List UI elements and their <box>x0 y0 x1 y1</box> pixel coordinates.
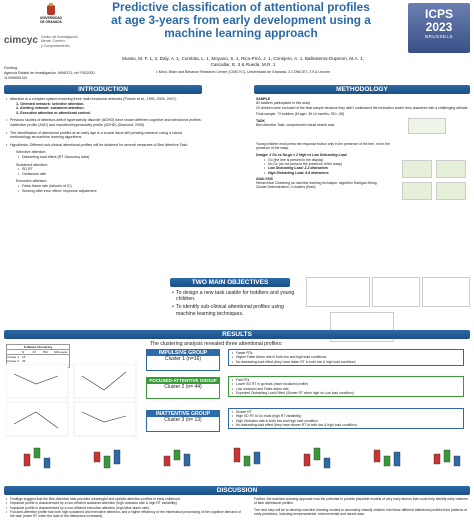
impulsive-profile-box <box>146 349 220 371</box>
university-crest-icon <box>44 3 58 17</box>
conference-name: ICPS <box>424 7 453 21</box>
table-cell: Cluster 2 <box>7 359 20 363</box>
method-sample-heading: SAMPLE <box>256 97 271 101</box>
method-sample-1: 83 toddlers participated in this study <box>256 101 311 106</box>
intro-hypothesis: • Hypothesis: Different sub-clinical attentional profiles will be obtained for several measures of Bee Attentive Task: <box>6 143 202 148</box>
discussion-point: • Findings suggest that the Bee-Attentive task provides meaningful and specific attention profiles in early childhood. <box>6 497 246 501</box>
discussion-right <box>254 497 468 516</box>
cluster-table-title: K-Means Clustering <box>7 345 69 350</box>
distracting-load-figure-1 <box>306 277 370 307</box>
cimcyc-subtitle: Centro de Investigación Mente, Cerebro y Comportamiento <box>41 35 78 48</box>
distracting-load-figure-3 <box>422 277 470 307</box>
impulsive-profile-list <box>228 349 464 366</box>
focused-profile-title: FOCUSED-ATTENTIVE GROUP <box>147 378 219 384</box>
cimcyc-logo <box>4 33 104 59</box>
cluster-table-header: N <box>21 350 25 354</box>
intro-sustained-1: • SD RT <box>18 167 202 172</box>
funding-note: Funding: Agencia Estatal de Investigación, MINECO, ref: PID2020-113996GB-I00 <box>4 66 96 80</box>
task-display-image-1 <box>402 160 432 178</box>
discussion-point: Further, the machine-learning approach has the potential to provide plausible models of very early factors that could help identify early markers of later attentional profiles. <box>254 497 468 506</box>
focused-profile-sub: Cluster 2 (n= 44) <box>164 384 202 391</box>
method-analysis-1: Hierarchical Clustering as machine learning technique: algorithm Hartigan-Wong. <box>256 181 378 186</box>
inattentive-item: • High Omission rate in both low and high load condition <box>232 419 460 423</box>
focused-item: • Lower SD RT in go trials (more focalized profile) <box>232 382 460 386</box>
conference-year: 2023 <box>425 20 453 34</box>
objectives-heading: TWO MAIN OBJECTIVES <box>170 278 290 287</box>
method-task-1: Bee-Attentive Task: computerized visual search task. <box>256 123 336 128</box>
discussion-heading: DISCUSSION <box>4 486 470 495</box>
method-task-2: Young children must press the response button only in the presence of the bee, not in the presence of the wasp. <box>256 141 390 151</box>
impulsive-profile-sub: Cluster 1 (n=16) <box>165 356 201 363</box>
methodology-heading: METHODOLOGY <box>254 85 470 94</box>
intro-sustained-heading: Sustained attention: <box>16 162 48 167</box>
conference-logo <box>408 3 470 53</box>
results-intro: The clustering analysis revealed three attentional profiles: <box>150 341 283 347</box>
introduction-body <box>6 97 202 193</box>
focused-item: • Low omission and False alarm rate. <box>232 387 460 391</box>
inattentive-item: • High SD RT to Go trials (high RT variability) <box>232 414 460 418</box>
focused-item: • Fast RTs <box>232 378 460 382</box>
cluster-table-header: BIC <box>43 350 49 354</box>
method-sample-3: Final sample: 73 toddlers (M age= 36.14 months; SD= .58) <box>256 111 345 116</box>
intro-sustained-2: • Omissions rate <box>18 172 202 177</box>
method-design-4: • High Distracting Load: 5-6 distractors <box>264 171 470 175</box>
focused-item: • Expected Distracting Load Effect (Slower RT when high vs Low load condition) <box>232 391 460 395</box>
task-display-image-2 <box>436 160 466 178</box>
conference-city: BRUSSELS <box>424 34 453 39</box>
method-design-1: • Go (the bee is present in the display) <box>264 158 470 162</box>
impulsive-item: • Higher False Alarm rate in both low and high load conditions <box>232 355 460 359</box>
cluster-table-header <box>7 350 22 354</box>
objectives-body <box>172 290 302 317</box>
poster-title: Predictive classification of attentional profiles at age 3-years from early development using a machine learning approach <box>111 0 371 41</box>
affiliations-line: 1 Mind, Brain and Behavior Research Center (CIMCYC)- Universidad de Granada- 3 CONICET- 3 KU Leuven <box>155 70 331 74</box>
intro-network-2: 2- Alerting network: sustained attention. <box>16 106 85 111</box>
objective-1: • To design a new task usable for toddlers and young children. <box>172 290 302 302</box>
inattentive-profile-sub: Cluster 3 (n= 13) <box>164 417 202 424</box>
university-logo <box>26 3 76 33</box>
inattentive-item: • No distracting load effect (they have slower RT in both low & high load condition) <box>232 423 460 427</box>
discussion-point: • Impulsive profile is characterized by a non-efficient sustained attention (high omission rate & high RT variability). <box>6 501 246 505</box>
task-display-image-3 <box>402 182 432 200</box>
method-task-heading: TASK <box>256 119 265 124</box>
intro-network-3: 3- Executive attention or attentional control. <box>16 110 92 115</box>
method-design-2: • No Go (do not press in the presence of the wasp) <box>264 162 470 166</box>
table-cell: 44 <box>21 359 26 363</box>
cluster-table-header: Silhouette <box>54 350 68 354</box>
discussion-point: • Impulsive profile is characterized by a non-efficient executive attention (high false alarm rate). <box>6 506 246 510</box>
task-screen-image <box>408 118 446 134</box>
focused-profile-list <box>228 376 464 397</box>
table-cell: 16 <box>21 355 26 359</box>
distracting-load-figure-2 <box>372 277 420 307</box>
intro-network-1: 1- Oriented network: selective attention. <box>16 101 85 106</box>
intro-executive-2: • Slowing after error effect: response adjustment <box>18 189 202 194</box>
intro-executive-heading: Executive attention: <box>16 179 48 184</box>
method-design: Design: 2 Go vs No-go x 2 High vs Low Distracting Load <box>256 153 347 158</box>
impulsive-item: • No distracting load effect (they have faster RT in both low & high load condition) <box>232 360 460 364</box>
impulsive-profile-title: IMPULSIVE GROUP <box>147 350 219 356</box>
university-name: UNIVERSIDAD DE GRANADA <box>40 16 62 24</box>
objective-2: • To identify sub-clinical attentional profiles using machine learning techniques. <box>172 304 302 316</box>
intro-selective-heading: Selective attention: <box>16 150 47 155</box>
task-display-image-4 <box>436 182 466 200</box>
discussion-left <box>6 497 246 518</box>
inattentive-item: • Slower RT <box>232 410 460 414</box>
results-heading: RESULTS <box>4 330 470 339</box>
table-cell: Cluster 1 <box>7 355 20 359</box>
introduction-heading: INTRODUCTION <box>4 85 202 94</box>
inattentive-profile-list <box>228 408 464 429</box>
cluster-boxplots <box>4 438 470 482</box>
cimcyc-wordmark: cimcyc <box>4 35 38 46</box>
cluster-line-plots <box>6 364 140 438</box>
method-sample-2: 20 children were excluded of the final sample because they didn't understand the instruction and/or they answered with a challenging attitude. <box>256 105 469 110</box>
inattentive-profile-title: INATTENTIVE GROUP <box>147 411 219 417</box>
focused-profile-box <box>146 377 220 399</box>
method-analysis-heading: ANALYSIS <box>256 176 273 181</box>
intro-p2: • Previous studies of attention-deficit hyperactivity disorder (ADHD) have shown different cognitive and behavioral profiles: inattentive profile (ADD) and impulsive/hyperactivity profile (ADHD) (Diamond, 2005). <box>6 118 202 127</box>
cluster-table-header: R² <box>32 350 36 354</box>
intro-p3: • The identification of attentional profiles at an early age is a crucial issue still pending research using a robust methodology as machine learning algorithms. <box>6 131 202 140</box>
discussion-point: The next step will be to develop machine learning models to accurately classify children into these different attentional profiles from patterns of early predictors, including temperamental, environmental and neural data. <box>254 507 468 516</box>
method-design-3: • Low Distracting Load: 2-3 distractors <box>264 166 470 170</box>
authors-line: Musso, M. F. 1, 2, Daly, A. 1, Combita, L. 1, Moyano, S. 1, Rico-Picó, J. 1, Conejero, A. 1, Ballesteros-Duperon, M.A. 1, Cascallar, E. 3 & Rueda, M.R. 1 <box>122 56 364 67</box>
intro-p1: • Attention is a complex system involving three main functional networks (Posner et al., 1990, 2005, 2007): <box>6 97 202 102</box>
discussion-point: • Focused-attentive profile has both high sustained and executive attention, and a higher efficiency of the information processing of the cognitive demand of the task (lower RT when the load of the distractors increased). <box>6 510 246 519</box>
impulsive-item: • Faster RTs <box>232 351 460 355</box>
inattentive-profile-box <box>146 410 220 432</box>
intro-selective-1: • Distracting load effect (RT /Accuracy data) <box>18 155 202 160</box>
intro-executive-1: • False Alarm rate (failures of IC) <box>18 184 202 189</box>
method-analysis-2: Cluster Determination: 3 clusters (fixed) <box>256 185 316 190</box>
